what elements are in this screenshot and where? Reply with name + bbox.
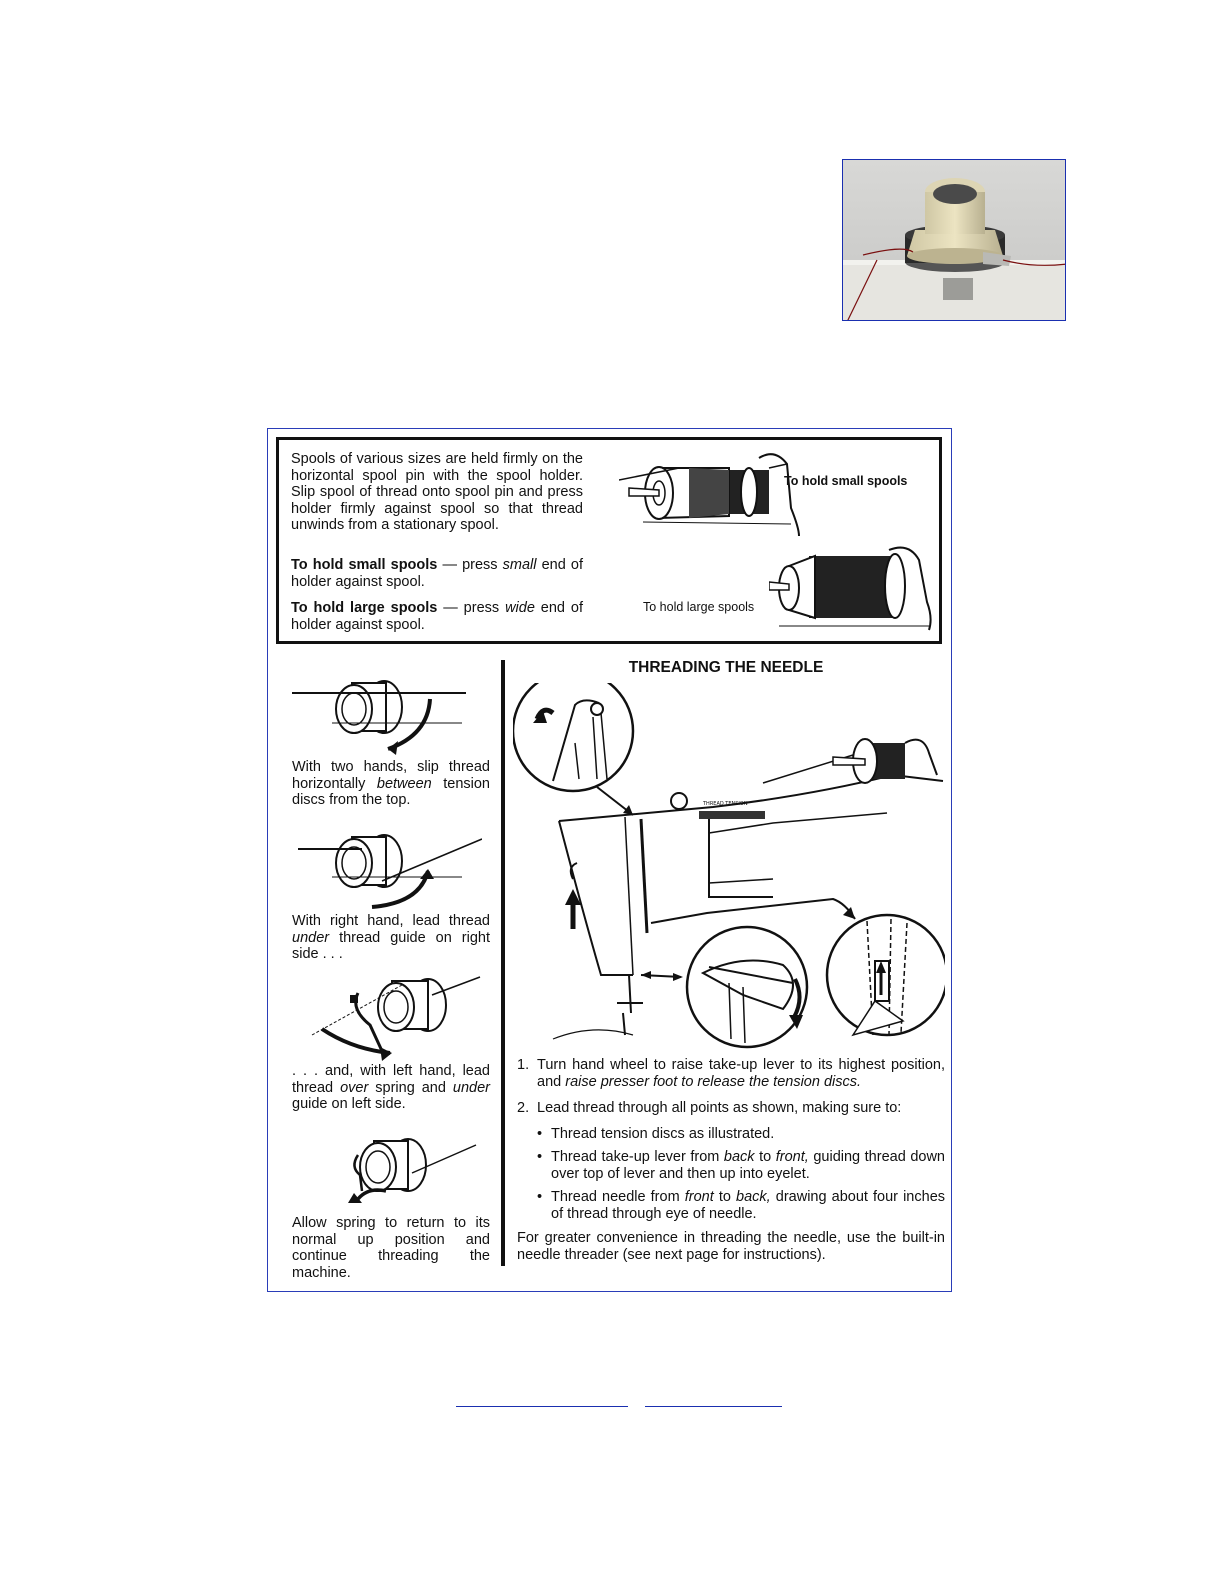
threading-machine-diagram	[513, 683, 945, 1053]
large-spools-label: To hold large spools	[643, 600, 755, 614]
spool-intro-text: Spools of various sizes are held firmly on the horizontal spool pin with the spool holder. Slip spool of thread onto spool pin and press holder firmly against spool so that thread unwinds from a stationary spool.	[291, 451, 583, 534]
large-spool-illustration	[769, 542, 939, 632]
needle-threader-note: For greater convenience in threading the needle, use the built-in needle threader (see next page for instructions).	[517, 1230, 945, 1263]
small-spools-label: To hold small spools	[784, 474, 908, 488]
small-spool-illustration	[619, 448, 929, 536]
threading-manual-page	[267, 428, 952, 1292]
threading-instructions	[517, 1057, 945, 1264]
spool-holder-box	[276, 437, 942, 644]
instruction-bullet-1: • Thread tension discs as illustrated.	[537, 1126, 775, 1142]
thread-tension-label: THREAD TENSION	[703, 801, 748, 807]
tension-step3-illustration	[292, 965, 482, 1061]
instruction-step-1: 1. Turn hand wheel to raise take-up lever to its highest position, and raise presser foot to release the tension discs.	[517, 1057, 945, 1090]
tension-step4-illustration	[328, 1129, 478, 1209]
tension-step3-caption: . . . and, with left hand, lead thread over spring and under guide on left side.	[292, 1063, 490, 1113]
instruction-step-2: 2. Lead thread through all points as shown, making sure to:	[517, 1100, 902, 1116]
instruction-bullet-3: • Thread needle from front to back, drawing about four inches of thread through eye of needle.	[537, 1189, 946, 1222]
spool-holder-photo	[842, 159, 1066, 321]
tension-step4-caption: Allow spring to return to its normal up position and continue threading the machine.	[292, 1215, 490, 1281]
tension-step1-illustration	[292, 665, 472, 757]
tension-step2-illustration	[292, 819, 482, 911]
column-divider	[501, 660, 505, 1266]
nav-link-previous[interactable]	[456, 1406, 628, 1409]
small-spools-text: To hold small spools — press small end of holder against spool.	[291, 557, 583, 590]
threading-heading: THREADING THE NEEDLE	[628, 659, 824, 676]
tension-step1-caption: With two hands, slip thread horizontally between tension discs from the top.	[292, 759, 490, 809]
large-spools-text: To hold large spools — press wide end of holder against spool.	[291, 600, 583, 633]
tension-step2-caption: With right hand, lead thread under thread guide on right side . . .	[292, 913, 490, 963]
instruction-bullet-2: • Thread take-up lever from back to front, guiding thread down over top of lever and then up into eyelet.	[537, 1149, 945, 1182]
nav-link-next[interactable]	[645, 1406, 782, 1409]
